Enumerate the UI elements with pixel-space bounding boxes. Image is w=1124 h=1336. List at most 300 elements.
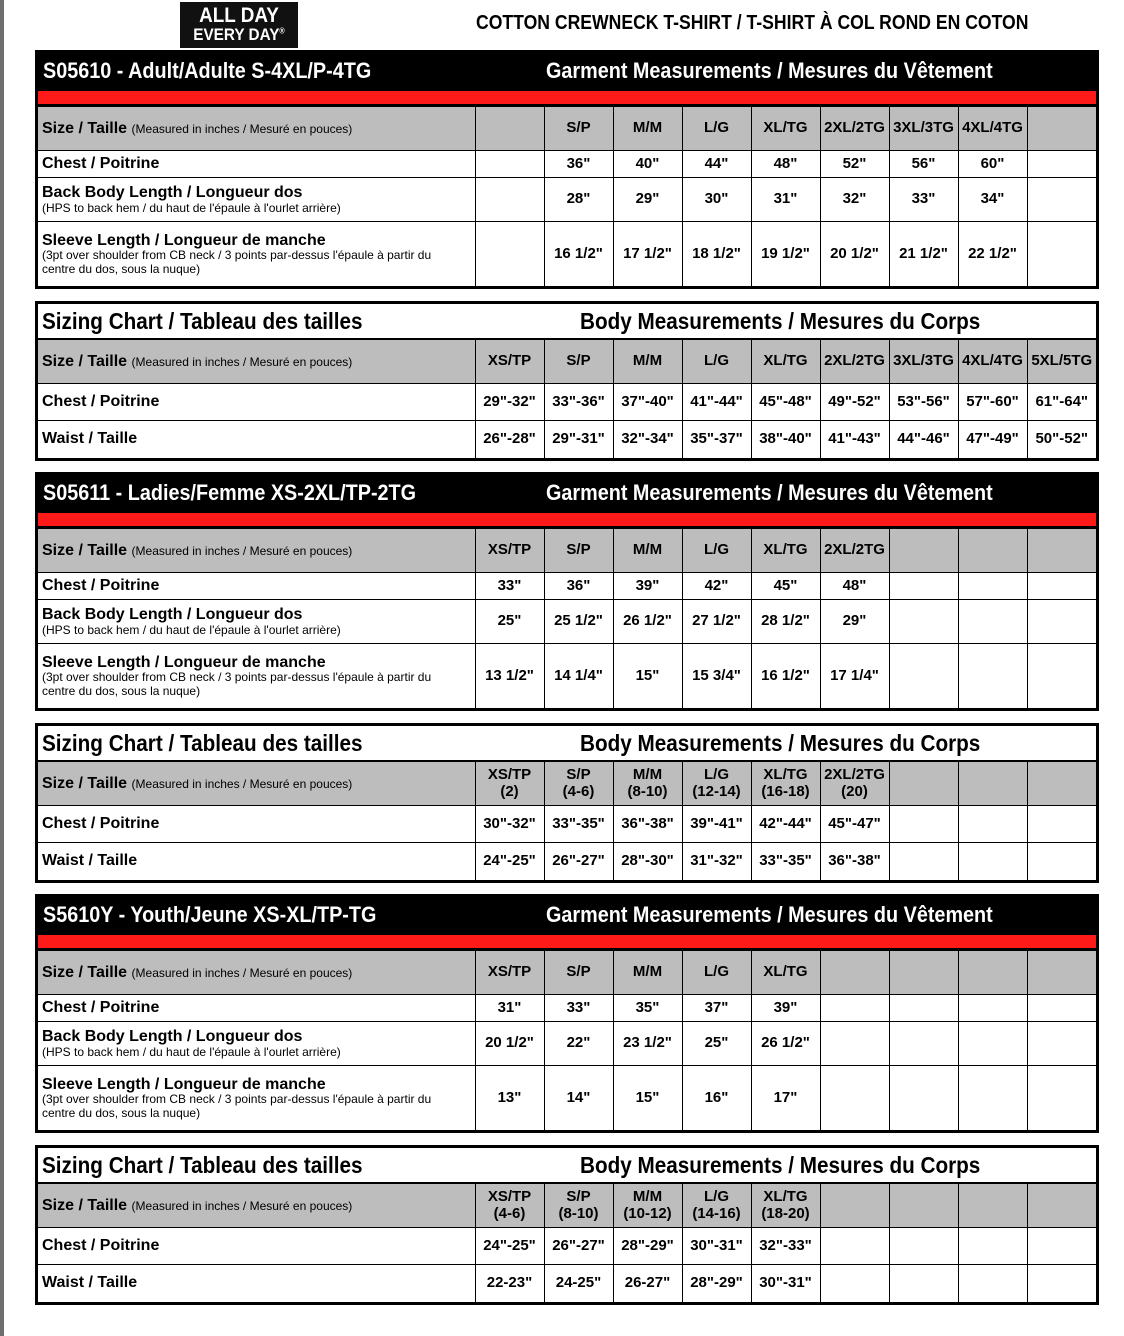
back-length-cell — [958, 600, 1027, 644]
size-cell — [475, 340, 544, 384]
size-label — [38, 951, 475, 995]
back-length-row — [38, 1022, 1096, 1066]
back-length-cell — [613, 1022, 682, 1066]
waist-cell — [613, 421, 682, 458]
back-length-label — [38, 600, 475, 644]
size-value: XS/TP — [487, 963, 532, 981]
chest-label-text: Chest / Poitrine — [42, 577, 160, 595]
garment-header — [38, 475, 1096, 511]
chest-cell — [751, 573, 820, 600]
chest-label-text: Chest / Poitrine — [42, 999, 160, 1017]
waist-value: 41"-43" — [828, 430, 881, 447]
chest-cell — [1027, 573, 1096, 600]
waist-value: 32"-34" — [621, 430, 674, 447]
size-cell — [475, 1184, 544, 1228]
size-label-text: Size / Taille — [42, 963, 128, 981]
size-value: XL/TG — [763, 766, 808, 783]
size-label-text: Size / Taille — [42, 352, 128, 370]
chest-cell — [958, 151, 1027, 178]
size-cell — [682, 951, 751, 995]
chest-cell — [613, 806, 682, 843]
chest-label-text: Chest / Poitrine — [42, 1237, 160, 1255]
waist-row — [38, 421, 1096, 458]
size-label-note: (Measured in inches / Mesuré en pouces) — [131, 121, 353, 136]
chest-cell — [820, 1228, 889, 1265]
back-length-cell — [1027, 1022, 1096, 1066]
chest-value: 48" — [773, 154, 798, 172]
sleeve-length-label-note-1: (3pt over shoulder from CB neck / 3 points par-dessus l'épaule à partir du — [42, 670, 432, 685]
sleeve-length-cell — [613, 222, 682, 286]
sleeve-length-value: 18 1/2" — [692, 244, 741, 262]
size-cell — [544, 529, 613, 573]
back-length-cell — [613, 178, 682, 222]
size-value: S/P — [566, 119, 591, 137]
chest-label — [38, 151, 475, 178]
size-cell — [751, 340, 820, 384]
sleeve-length-value: 20 1/2" — [830, 244, 879, 262]
garment-measurements-block — [35, 894, 1099, 1133]
back-length-cell — [889, 178, 958, 222]
sleeve-length-label-note-2: centre du dos, sous la nuque) — [42, 261, 201, 276]
size-value: XS/TP — [487, 1188, 532, 1205]
chest-cell — [682, 573, 751, 600]
size-cell — [958, 951, 1027, 995]
body-measurements-block — [35, 1145, 1099, 1305]
chest-cell — [475, 573, 544, 600]
waist-row — [38, 843, 1096, 880]
back-length-value: 27 1/2" — [692, 612, 741, 630]
size-value: M/M — [632, 352, 663, 370]
chest-label — [38, 384, 475, 421]
size-label-text: Size / Taille — [42, 774, 128, 792]
size-cell — [544, 340, 613, 384]
chest-cell — [613, 995, 682, 1022]
chest-value: 33" — [497, 576, 522, 594]
back-length-cell — [958, 1022, 1027, 1066]
chest-label-text: Chest / Poitrine — [42, 393, 160, 411]
waist-value: 24-25" — [555, 1274, 602, 1291]
chest-value: 49"-52" — [828, 392, 881, 410]
chest-cell — [1027, 151, 1096, 178]
size-cell — [1027, 340, 1096, 384]
waist-cell — [820, 421, 889, 458]
chest-value: 42" — [704, 576, 729, 594]
size-cell — [958, 529, 1027, 573]
sleeve-length-cell — [682, 1066, 751, 1130]
waist-cell — [751, 1265, 820, 1302]
back-length-cell — [475, 178, 544, 222]
size-value: L/G — [704, 1188, 729, 1205]
waist-cell — [958, 421, 1027, 458]
back-length-cell — [751, 600, 820, 644]
waist-cell — [889, 843, 958, 880]
size-label-note: (Measured in inches / Mesuré en pouces) — [131, 543, 353, 558]
size-sub-value: (4-6) — [493, 1204, 526, 1222]
size-value: L/G — [704, 541, 729, 559]
back-length-label-text: Back Body Length / Longueur dos — [42, 606, 303, 624]
size-cell — [820, 1184, 889, 1228]
garment-heading: Garment Measurements / Mesures du Vêtement — [546, 902, 993, 927]
chest-cell — [889, 573, 958, 600]
waist-value: 50"-52" — [1035, 430, 1089, 447]
body-header — [38, 304, 1096, 339]
size-sub-value: (12-14) — [692, 782, 741, 800]
back-length-value: 20 1/2" — [485, 1034, 534, 1052]
chest-value: 39"-41" — [690, 814, 743, 832]
chest-value: 61"-64" — [1035, 392, 1089, 410]
waist-cell — [958, 843, 1027, 880]
size-value: XS/TP — [487, 766, 532, 783]
chest-cell — [889, 1228, 958, 1265]
size-value: 2XL/2TG — [824, 119, 885, 137]
size-sub-value: (8-10) — [627, 782, 668, 800]
back-length-cell — [1027, 600, 1096, 644]
back-length-value: 25 1/2" — [554, 612, 603, 630]
size-value: XS/TP — [487, 541, 532, 559]
back-length-cell — [889, 1022, 958, 1066]
chest-value: 29"-32" — [483, 392, 536, 410]
size-cell — [820, 107, 889, 151]
sleeve-length-cell — [1027, 644, 1096, 708]
waist-cell — [751, 421, 820, 458]
sleeve-length-cell — [682, 222, 751, 286]
back-length-cell — [820, 1022, 889, 1066]
chest-cell — [820, 573, 889, 600]
body-measurements-heading: Body Measurements / Mesures du Corps — [580, 308, 981, 334]
waist-value: 36"-38" — [828, 852, 881, 869]
size-label-note: (Measured in inches / Mesuré en pouces) — [131, 776, 353, 791]
garment-header — [38, 897, 1096, 933]
chest-value: 33" — [566, 998, 591, 1016]
sleeve-length-value: 21 1/2" — [899, 244, 948, 262]
garment-table — [38, 106, 1096, 286]
chest-cell — [544, 1228, 613, 1265]
back-length-value: 23 1/2" — [623, 1034, 672, 1052]
style-title: S05611 - Ladies/Femme XS-2XL/TP-2TG — [43, 480, 417, 505]
sleeve-length-cell — [544, 644, 613, 708]
waist-value: 28"-29" — [690, 1274, 743, 1291]
chest-row — [38, 573, 1096, 600]
sleeve-length-cell — [958, 222, 1027, 286]
size-value: XL/TG — [763, 541, 808, 559]
back-length-value: 33" — [911, 190, 936, 208]
chest-cell — [1027, 384, 1096, 421]
waist-value: 47"-49" — [966, 430, 1019, 447]
chest-cell — [613, 384, 682, 421]
red-band — [38, 89, 1096, 106]
size-cell — [682, 107, 751, 151]
size-value: 4XL/4TG — [962, 119, 1023, 137]
size-cell — [1027, 762, 1096, 806]
back-length-cell — [613, 600, 682, 644]
sleeve-length-row — [38, 644, 1096, 708]
size-sub-value: (16-18) — [761, 782, 810, 800]
waist-cell — [820, 843, 889, 880]
chest-cell — [958, 1228, 1027, 1265]
chest-value: 53"-56" — [897, 392, 950, 410]
chest-value: 57"-60" — [966, 392, 1019, 410]
sleeve-length-value: 15" — [635, 666, 660, 684]
size-row — [38, 951, 1096, 995]
chest-cell — [889, 995, 958, 1022]
size-cell — [958, 340, 1027, 384]
chest-label-text: Chest / Poitrine — [42, 815, 160, 833]
sizing-chart-heading: Sizing Chart / Tableau des tailles — [42, 308, 363, 334]
chest-value: 56" — [911, 154, 936, 172]
back-length-value: 26 1/2" — [761, 1034, 810, 1052]
sleeve-length-row — [38, 1066, 1096, 1130]
sleeve-length-cell — [475, 222, 544, 286]
size-cell — [889, 340, 958, 384]
chest-cell — [958, 573, 1027, 600]
back-length-cell — [544, 1022, 613, 1066]
chest-cell — [544, 806, 613, 843]
garment-heading: Garment Measurements / Mesures du Vêtement — [546, 58, 993, 83]
chest-cell — [682, 151, 751, 178]
back-length-value: 26 1/2" — [623, 612, 672, 630]
waist-cell — [544, 421, 613, 458]
chest-cell — [682, 806, 751, 843]
chest-cell — [682, 384, 751, 421]
size-cell — [958, 107, 1027, 151]
chest-cell — [751, 1228, 820, 1265]
size-value: 2XL/2TG — [824, 766, 885, 783]
waist-cell — [889, 1265, 958, 1302]
garment-table — [38, 950, 1096, 1130]
chest-cell — [1027, 995, 1096, 1022]
page-left-rule — [0, 0, 4, 1336]
size-value: 3XL/3TG — [893, 119, 954, 137]
back-length-label-text: Back Body Length / Longueur dos — [42, 184, 303, 202]
chest-cell — [544, 384, 613, 421]
size-value: M/M — [632, 541, 663, 559]
size-value: L/G — [704, 119, 729, 137]
waist-row — [38, 1265, 1096, 1302]
waist-value: 35"-37" — [690, 430, 743, 447]
chest-value: 52" — [842, 154, 867, 172]
size-value: L/G — [704, 766, 729, 783]
size-cell — [820, 951, 889, 995]
sleeve-length-label-text: Sleeve Length / Longueur de manche — [42, 231, 326, 249]
back-length-value: 25" — [497, 612, 522, 630]
sleeve-length-label-text: Sleeve Length / Longueur de manche — [42, 653, 326, 671]
size-sub-value: (2) — [500, 782, 519, 800]
chest-cell — [544, 573, 613, 600]
sleeve-length-label — [38, 644, 475, 708]
size-cell — [751, 951, 820, 995]
size-cell — [1027, 951, 1096, 995]
chest-cell — [544, 995, 613, 1022]
chest-value: 39" — [635, 576, 660, 594]
chest-value: 37" — [704, 998, 729, 1016]
waist-cell — [1027, 1265, 1096, 1302]
logo-line-2: EVERY DAY® — [193, 25, 285, 44]
back-length-cell — [682, 600, 751, 644]
waist-cell — [751, 843, 820, 880]
sleeve-length-cell — [751, 1066, 820, 1130]
sleeve-length-label-note-2: centre du dos, sous la nuque) — [42, 1105, 201, 1120]
size-cell — [475, 762, 544, 806]
size-cell — [1027, 107, 1096, 151]
waist-value: 30"-31" — [759, 1274, 812, 1291]
sleeve-length-value: 15" — [635, 1088, 660, 1106]
chest-row — [38, 1228, 1096, 1265]
back-length-label-note: (HPS to back hem / du haut de l'épaule à l'ourlet arrière) — [42, 622, 341, 637]
size-cell — [820, 340, 889, 384]
chest-label-text: Chest / Poitrine — [42, 155, 160, 173]
back-length-label-text: Back Body Length / Longueur dos — [42, 1028, 303, 1046]
sizing-chart-heading: Sizing Chart / Tableau des tailles — [42, 1152, 363, 1178]
waist-cell — [682, 1265, 751, 1302]
chest-cell — [682, 995, 751, 1022]
size-cell — [889, 762, 958, 806]
garment-table — [38, 528, 1096, 708]
chest-cell — [1027, 806, 1096, 843]
waist-value: 44"-46" — [897, 430, 950, 447]
sleeve-length-cell — [958, 644, 1027, 708]
body-table — [38, 761, 1096, 880]
sleeve-length-value: 17 1/2" — [623, 244, 672, 262]
sleeve-length-value: 19 1/2" — [761, 244, 810, 262]
size-value: 4XL/4TG — [962, 352, 1023, 370]
size-cell — [751, 762, 820, 806]
chest-cell — [475, 384, 544, 421]
waist-cell — [820, 1265, 889, 1302]
size-label — [38, 529, 475, 573]
waist-cell — [544, 1265, 613, 1302]
size-label — [38, 107, 475, 151]
chest-value: 28"-29" — [621, 1236, 674, 1254]
chest-value: 44" — [704, 154, 729, 172]
back-length-value: 25" — [704, 1034, 729, 1052]
chest-value: 41"-44" — [690, 392, 743, 410]
size-cell — [544, 762, 613, 806]
sleeve-length-cell — [544, 222, 613, 286]
sleeve-length-value: 16 1/2" — [761, 666, 810, 684]
waist-cell — [544, 843, 613, 880]
back-length-value: 29" — [635, 190, 660, 208]
chest-row — [38, 995, 1096, 1022]
sleeve-length-cell — [613, 1066, 682, 1130]
size-sub-value: (18-20) — [761, 1204, 810, 1222]
size-row — [38, 1184, 1096, 1228]
chest-value: 60" — [980, 154, 1005, 172]
chest-label — [38, 1228, 475, 1265]
back-length-cell — [1027, 178, 1096, 222]
waist-cell — [475, 421, 544, 458]
back-length-value: 28 1/2" — [761, 612, 810, 630]
chest-cell — [544, 151, 613, 178]
chest-cell — [613, 573, 682, 600]
size-value: M/M — [632, 766, 663, 783]
size-label-note: (Measured in inches / Mesuré en pouces) — [131, 965, 353, 980]
size-label-text: Size / Taille — [42, 541, 128, 559]
back-length-value: 22" — [566, 1034, 591, 1052]
size-value: M/M — [632, 963, 663, 981]
size-value: 2XL/2TG — [824, 352, 885, 370]
body-measurements-heading: Body Measurements / Mesures du Corps — [580, 1152, 981, 1178]
size-cell — [751, 529, 820, 573]
size-cell — [475, 529, 544, 573]
size-cell — [1027, 529, 1096, 573]
size-cell — [682, 340, 751, 384]
size-cell — [889, 107, 958, 151]
garment-heading: Garment Measurements / Mesures du Vêtement — [546, 480, 993, 505]
waist-cell — [1027, 421, 1096, 458]
size-label — [38, 340, 475, 384]
waist-label — [38, 421, 475, 458]
body-measurements-block — [35, 301, 1099, 461]
body-header — [38, 1148, 1096, 1183]
size-cell — [820, 529, 889, 573]
sleeve-length-cell — [889, 1066, 958, 1130]
size-row — [38, 107, 1096, 151]
size-value: M/M — [632, 119, 663, 137]
back-length-cell — [751, 1022, 820, 1066]
back-length-cell — [958, 178, 1027, 222]
chest-value: 45"-47" — [828, 814, 881, 832]
chest-value: 33"-35" — [552, 814, 605, 832]
garment-measurements-block — [35, 472, 1099, 711]
sleeve-length-label-note-1: (3pt over shoulder from CB neck / 3 points par-dessus l'épaule à partir du — [42, 248, 432, 263]
size-row — [38, 340, 1096, 384]
waist-value: 26"-28" — [483, 430, 536, 447]
chest-value: 33"-36" — [552, 392, 605, 410]
chest-value: 26"-27" — [552, 1236, 605, 1254]
chest-cell — [751, 995, 820, 1022]
chest-cell — [820, 384, 889, 421]
back-length-cell — [820, 600, 889, 644]
chest-value: 31" — [497, 998, 522, 1016]
chest-value: 37"-40" — [621, 392, 674, 410]
size-value: XL/TG — [763, 1188, 808, 1205]
sleeve-length-cell — [751, 644, 820, 708]
back-length-cell — [544, 178, 613, 222]
size-sub-value: (4-6) — [562, 782, 595, 800]
style-title: S5610Y - Youth/Jeune XS-XL/TP-TG — [43, 902, 377, 927]
sleeve-length-value: 14" — [566, 1088, 591, 1106]
chest-value: 40" — [635, 154, 660, 172]
size-value: 2XL/2TG — [824, 541, 885, 559]
back-length-value: 34" — [980, 190, 1005, 208]
back-length-cell — [475, 1022, 544, 1066]
chest-cell — [1027, 1228, 1096, 1265]
size-value: XL/TG — [763, 352, 808, 370]
waist-cell — [613, 843, 682, 880]
size-value: XS/TP — [487, 352, 532, 370]
sizing-chart-heading: Sizing Chart / Tableau des tailles — [42, 730, 363, 756]
sleeve-length-cell — [613, 644, 682, 708]
waist-label-text: Waist / Taille — [42, 430, 138, 448]
size-cell — [613, 340, 682, 384]
waist-value: 26-27" — [624, 1274, 671, 1291]
size-sub-value: (14-16) — [692, 1204, 741, 1222]
back-length-cell — [751, 178, 820, 222]
sleeve-length-cell — [682, 644, 751, 708]
size-value: L/G — [704, 963, 729, 981]
back-length-label-note: (HPS to back hem / du haut de l'épaule à l'ourlet arrière) — [42, 1044, 341, 1059]
back-length-label — [38, 1022, 475, 1066]
waist-value: 33"-35" — [759, 852, 812, 869]
sleeve-length-value: 22 1/2" — [968, 244, 1017, 262]
size-cell — [751, 1184, 820, 1228]
chest-row — [38, 806, 1096, 843]
back-length-cell — [475, 600, 544, 644]
chest-cell — [751, 384, 820, 421]
size-sub-value: (8-10) — [558, 1204, 599, 1222]
size-cell — [613, 107, 682, 151]
size-value: 3XL/3TG — [893, 352, 954, 370]
